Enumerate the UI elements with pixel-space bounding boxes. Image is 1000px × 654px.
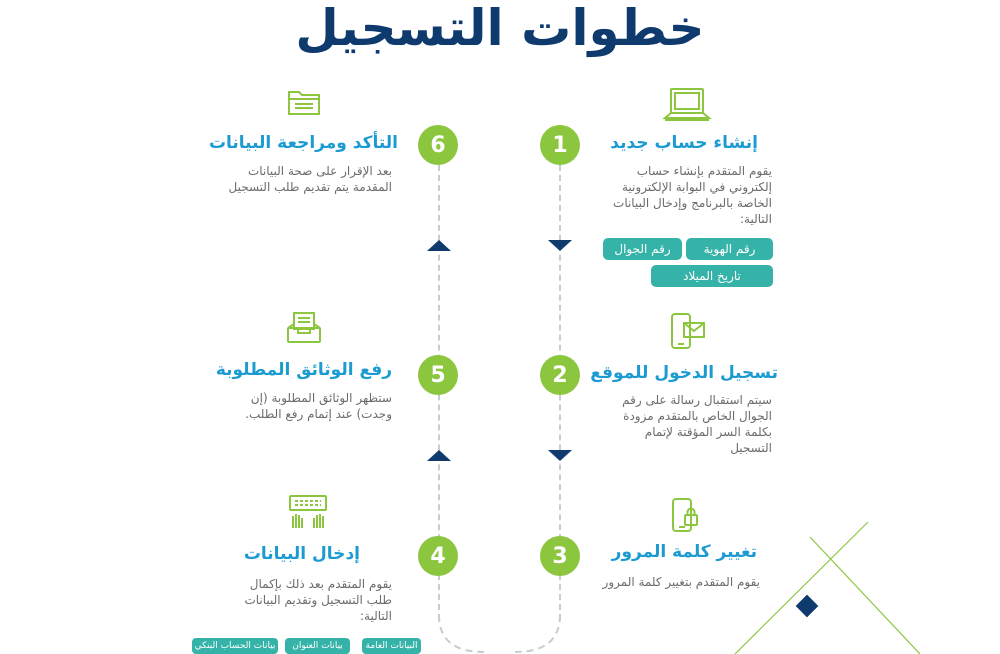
- step-6-number: 6: [418, 125, 458, 165]
- step-2-number: 2: [540, 355, 580, 395]
- step-6-heading: التأكد ومراجعة البيانات: [208, 133, 398, 153]
- step-1-heading: إنشاء حساب جديد: [610, 133, 758, 153]
- step-5-description: ستظهر الوثائق المطلوبة (إن وجدت) عند إتمام رفع الطلب.: [245, 391, 392, 421]
- step-4-heading: إدخال البيانات: [243, 544, 360, 564]
- step-1-number: 1: [540, 125, 580, 165]
- step-3-heading: تغيير كلمة المرور: [611, 542, 757, 562]
- step-1-description: يقوم المتقدم بإنشاء حساب إلكتروني في البوابة الإلكترونية الخاصة بالبرنامج وإدخال البيانات التالية:: [613, 164, 772, 226]
- step-3-description: يقوم المتقدم بتغيير كلمة المرور: [602, 575, 760, 589]
- step-5-number: 5: [418, 355, 458, 395]
- step-1-tag-birthdate: تاريخ الميلاد: [651, 265, 773, 287]
- mobile-message-icon: [668, 312, 708, 356]
- step-2-heading: تسجيل الدخول للموقع: [590, 363, 778, 383]
- step-4-number: 4: [418, 536, 458, 576]
- keyboard-hands-icon: [287, 492, 329, 534]
- step-3-number: 3: [540, 536, 580, 576]
- mobile-lock-icon: [670, 497, 700, 537]
- step-4-tag-general-data: البيانات العامة: [362, 638, 421, 654]
- step-6-description: بعد الإقرار على صحة البيانات المقدمة يتم تقديم طلب التسجيل: [228, 164, 392, 194]
- step-1-tag-mobile: رقم الجوال: [603, 238, 682, 260]
- folder-icon: [287, 86, 321, 122]
- step-4-tag-bank-data: بيانات الحساب البنكي: [192, 638, 278, 654]
- step-5-heading: رفع الوثائق المطلوبة: [215, 360, 392, 380]
- laptop-icon: [662, 86, 712, 130]
- step-2-description: سيتم استقبال رسالة على رقم الجوال الخاص بالمتقدم مزودة بكلمة السر المؤقتة لإتمام التسجيل: [622, 393, 772, 455]
- step-1-tag-id-number: رقم الهوية: [686, 238, 773, 260]
- step-4-tag-address-data: بيانات العنوان: [285, 638, 350, 654]
- document-tray-icon: [285, 310, 323, 350]
- page-title: خطوات التسجيل: [295, 0, 705, 57]
- step-4-description: يقوم المتقدم بعد ذلك بإكمال طلب التسجيل وتقديم البيانات التالية:: [244, 577, 392, 623]
